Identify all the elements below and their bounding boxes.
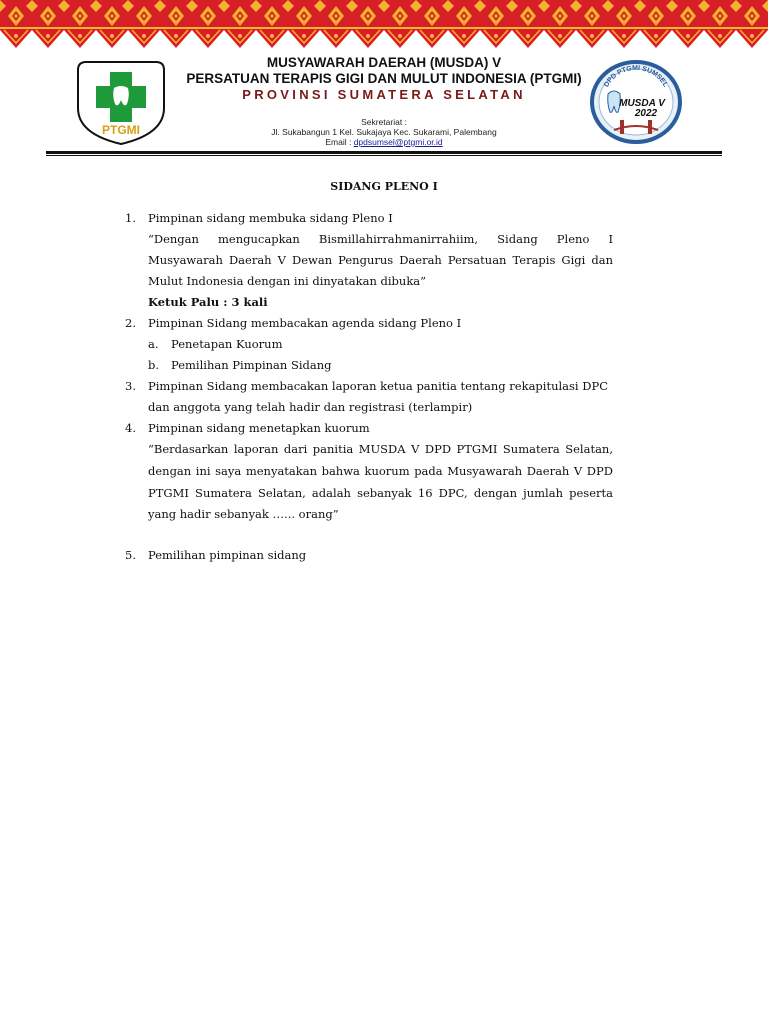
secretariat-label: Sekretariat : [361,117,407,127]
header-province: PROVINSI SUMATERA SELATAN [242,87,526,102]
quote-line: yang hadir sebanyak …... orang” [148,507,339,521]
musda-logo-title: MUSDA V [619,98,665,109]
quote-line: PTGMI Sumatera Selatan, adalah sebanyak 16 DPC, dengan jumlah peserta [148,486,613,500]
document-title: SIDANG PLENO I [330,180,438,193]
secretariat-email-line [0,137,768,147]
subitem-text: Penetapan Kuorum [171,337,283,351]
subitem-text: Pemilihan Pimpinan Sidang [171,358,332,372]
item-text: Pimpinan Sidang membacakan agenda sidang Pleno I [148,316,462,330]
email-link[interactable]: dpdsumsel@ptgmi.or.id [353,137,443,147]
item-number: 2. [125,316,136,330]
secretariat-address: Jl. Sukabangun 1 Kel. Sukajaya Kec. Sukarami, Palembang [271,127,497,137]
decorative-banner [0,0,768,52]
subitem-letter: a. [148,337,159,351]
item-text: Pimpinan sidang membuka sidang Pleno I [148,211,393,225]
email-label: Email : [325,137,354,147]
quote-line: dengan ini saya menyatakan bahwa kuorum pada Musyawarah Daerah V DPD [148,464,613,478]
header-divider-thin [46,155,722,156]
subitem-letter: b. [148,358,160,372]
musda-logo-arc-text: DPD PTGMI SUMSEL [603,64,669,89]
item-text: Pemilihan pimpinan sidang [148,548,307,562]
quote-line: Mulut Indonesia dengan ini dinyatakan dibuka” [148,274,427,288]
quote-line: Musyawarah Daerah V Dewan Pengurus Daerah Persatuan Terapis Gigi dan [148,253,613,267]
item-text: Pimpinan sidang menetapkan kuorum [148,421,370,435]
quote-line: “Berdasarkan laporan dari panitia MUSDA V DPD PTGMI Sumatera Selatan, [148,442,613,456]
item-number: 3. [125,379,136,393]
header-divider-thick [46,151,722,154]
ptgmi-logo-text: PTGMI [102,123,140,137]
gavel-note: Ketuk Palu : 3 kali [148,295,268,309]
item-number: 5. [125,548,136,562]
item-text: dan anggota yang telah hadir dan registrasi (terlampir) [148,400,473,414]
item-text: Pimpinan Sidang membacakan laporan ketua panitia tentang rekapitulasi DPC [148,379,609,393]
quote-line: “Dengan mengucapkan Bismillahirrahmanirrahiim, Sidang Pleno I [148,232,613,246]
item-number: 4. [125,421,136,435]
item-number: 1. [125,211,136,225]
header-organization: PERSATUAN TERAPIS GIGI DAN MULUT INDONESIA (PTGMI) [186,71,582,86]
header-title: MUSYAWARAH DAERAH (MUSDA) V [266,55,502,70]
musda-logo-year: 2022 [634,108,658,119]
